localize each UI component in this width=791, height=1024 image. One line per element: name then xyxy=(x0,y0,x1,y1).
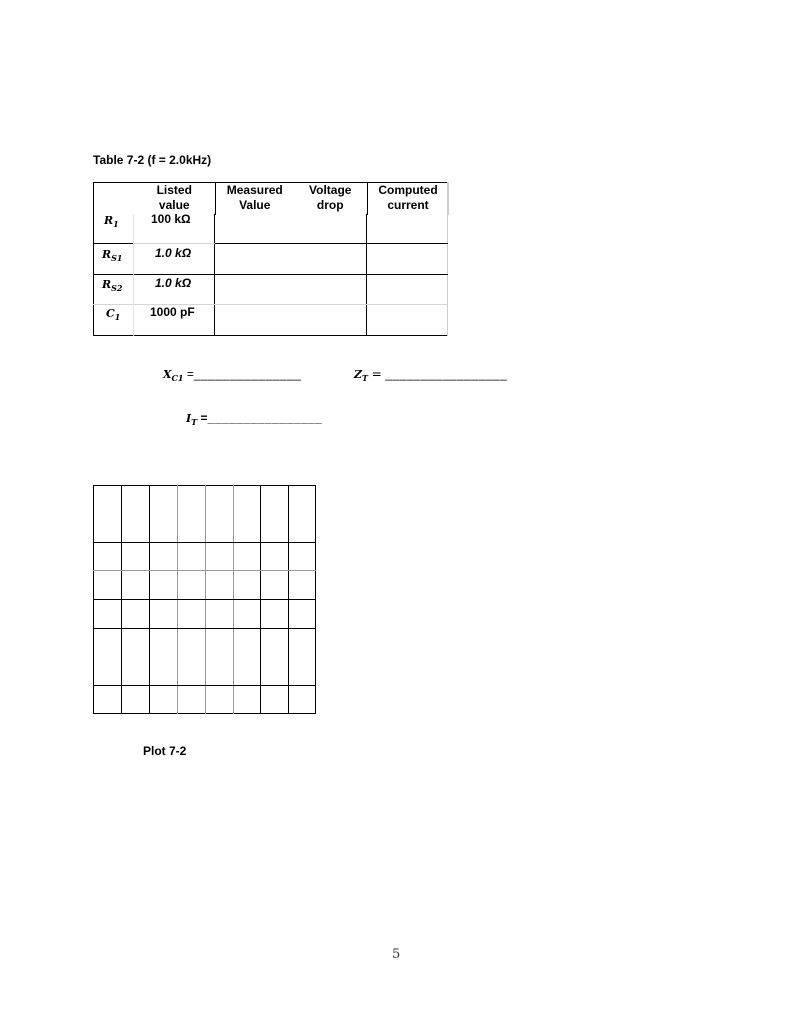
xc1-equation xyxy=(163,367,301,383)
row-symbol: $R_1$ xyxy=(104,214,119,230)
row-symbol: $R_{S2}$ xyxy=(102,278,123,294)
plot-grid-horizontal-lines xyxy=(93,543,316,686)
header-voltage-line2: drop xyxy=(316,198,344,212)
header-voltage-line1: Voltage xyxy=(309,183,352,197)
header-computed-line1: Computed xyxy=(378,183,438,197)
xc1-equals: = xyxy=(183,367,194,381)
xc1-blank: _______________ xyxy=(193,367,302,381)
header-measured-line2: Value xyxy=(239,198,271,212)
it-equation xyxy=(186,411,322,427)
row-listed-value: 100 kΩ xyxy=(151,212,191,226)
zt-equation xyxy=(354,367,507,383)
zt-blank: _________________ xyxy=(385,367,508,381)
it-symbol: $I_T$ xyxy=(186,412,198,428)
zt-symbol: $Z_T$ xyxy=(354,368,368,384)
table-row xyxy=(93,212,448,230)
row-listed-value: 1.0 kΩ xyxy=(155,276,192,290)
row-listed-value: 1000 pF xyxy=(150,305,195,319)
table-row xyxy=(93,246,448,264)
plot-grid xyxy=(93,485,316,714)
xc1-symbol: $X_{C1}$ xyxy=(163,368,184,384)
table-body xyxy=(93,214,448,336)
zt-equals: = xyxy=(367,367,382,381)
row-symbol: $C_1$ xyxy=(106,307,121,323)
header-measured-value xyxy=(216,183,294,216)
row-listed-value: 1.0 kΩ xyxy=(155,246,192,260)
row-symbol: $R_{S1}$ xyxy=(102,248,123,264)
table-row xyxy=(93,276,448,294)
it-equals: = xyxy=(197,411,208,425)
header-computed-line2: current xyxy=(387,198,429,212)
header-computed-current xyxy=(368,183,449,216)
it-blank: ________________ xyxy=(207,411,323,425)
header-measured-line1: Measured xyxy=(226,183,283,197)
table-caption: Table 7-2 (f = 2.0kHz) xyxy=(93,153,212,167)
plot-caption: Plot 7-2 xyxy=(143,744,187,758)
page-number: 5 xyxy=(392,947,401,962)
table-header-row xyxy=(94,183,449,216)
header-blank xyxy=(94,183,134,216)
data-table xyxy=(93,182,449,215)
header-listed-value xyxy=(134,183,216,216)
header-voltage-drop xyxy=(294,183,368,216)
table-row xyxy=(93,305,448,323)
header-listed-line2: value xyxy=(158,198,190,212)
header-listed-line1: Listed xyxy=(156,183,192,197)
